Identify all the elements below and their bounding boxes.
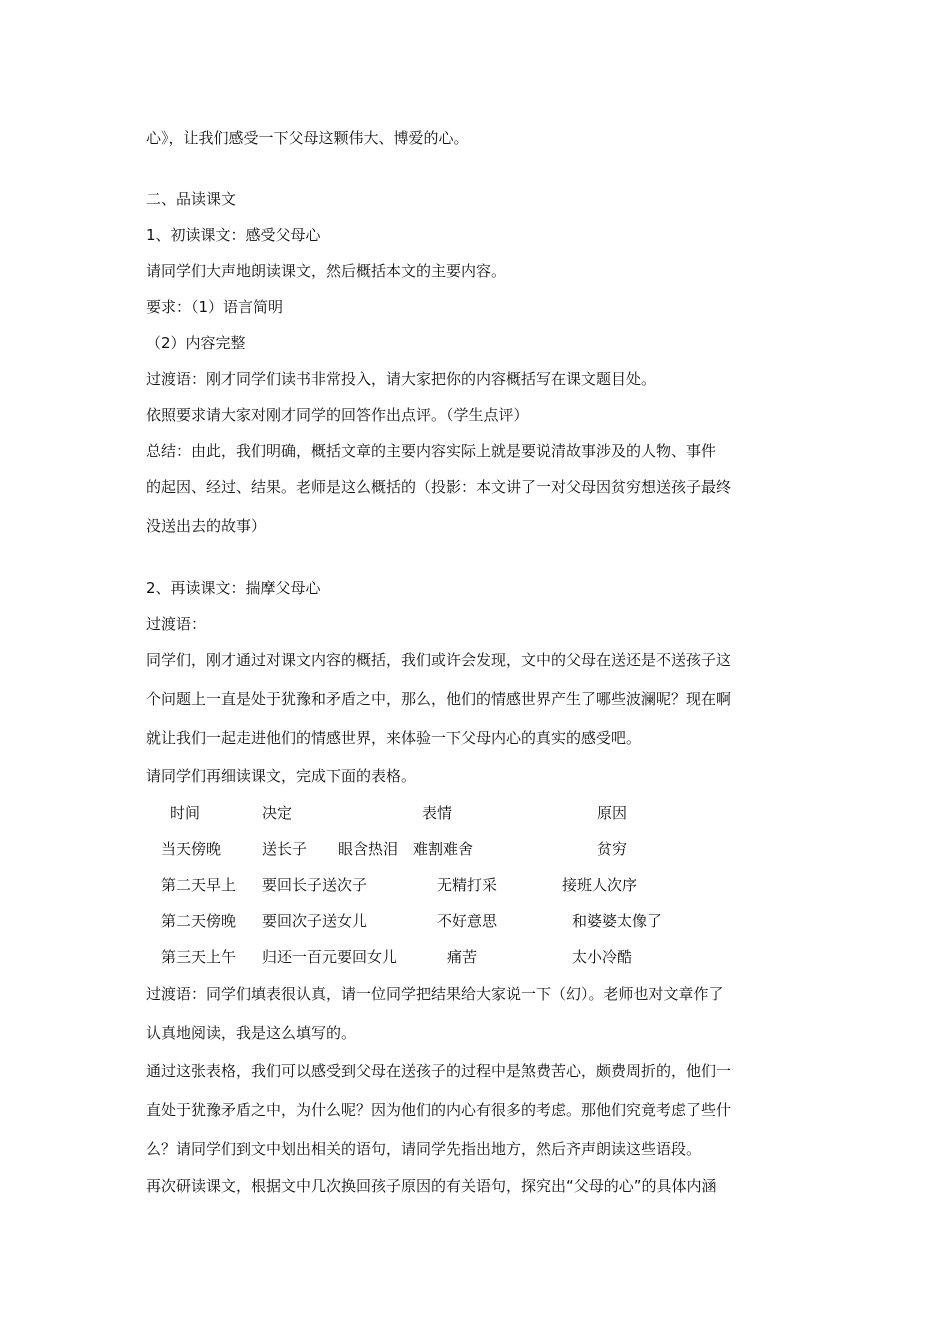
table-header-cell: 表情 (422, 804, 453, 822)
table-cell: 要回次子送女儿 (262, 912, 368, 930)
paragraph-line: 么？请同学们到文中划出相关的语句，请同学先指出地方，然后齐声朗读这些语段。 (146, 1140, 702, 1158)
table-cell: 太小冷酷 (572, 948, 633, 966)
paragraph-line: 再次研读课文，根据文中几次换回孩子原因的有关语句，探究出“父母的心”的具体内涵 (146, 1177, 717, 1195)
table-cell: 眼含热泪 (338, 840, 399, 858)
table-cell: 痛苦 (447, 948, 478, 966)
paragraph-line: 过渡语： (146, 615, 207, 633)
table-cell: 无精打采 (437, 876, 498, 894)
paragraph-line: 同学们，刚才通过对课文内容的概括，我们或许会发现，文中的父母在送还是不送孩子这 (146, 651, 732, 669)
subsection-heading: 1、初读课文：感受父母心 (146, 226, 321, 244)
subsection-heading: 2、再读课文：揣摩父母心 (146, 579, 321, 597)
paragraph-line: 认真地阅读，我是这么填写的。 (146, 1024, 357, 1042)
table-cell: 贫穷 (597, 840, 628, 858)
paragraph-line: 个问题上一直是处于犹豫和矛盾之中，那么，他们的情感世界产生了哪些波澜呢？现在啊 (146, 690, 732, 708)
paragraph-line: 总结：由此，我们明确，概括文章的主要内容实际上就是要说清故事涉及的人物、事件 (146, 442, 717, 460)
table-cell: 当天傍晚 (161, 840, 222, 858)
paragraph-line: 直处于犹豫矛盾之中，为什么呢？因为他们的内心有很多的考虑。那他们究竟考虑了些什 (146, 1101, 732, 1119)
paragraph-line: 就让我们一起走进他们的情感世界，来体验一下父母内心的真实的感受吧。 (146, 729, 642, 747)
table-header-cell: 时间 (170, 804, 201, 822)
table-cell: 和婆婆太像了 (572, 912, 663, 930)
section-heading: 二、品读课文 (146, 190, 237, 208)
paragraph-line: 过渡语：同学们填表很认真，请一位同学把结果给大家说一下（幻）。老师也对文章作了 (146, 985, 724, 1003)
table-cell: 第二天早上 (161, 876, 237, 894)
table-cell: 接班人次序 (562, 876, 638, 894)
table-cell: 难割难舍 (413, 840, 474, 858)
table-cell: 第二天傍晚 (161, 912, 237, 930)
table-header-cell: 原因 (597, 804, 628, 822)
paragraph-line: 通过这张表格，我们可以感受到父母在送孩子的过程中是煞费苦心，颇费周折的，他们一 (146, 1062, 732, 1080)
table-cell: 不好意思 (437, 912, 498, 930)
paragraph-line: 请同学们大声地朗读课文，然后概括本文的主要内容。 (146, 262, 507, 280)
paragraph-line: 请同学们再细读课文，完成下面的表格。 (146, 767, 417, 785)
table-header-cell: 决定 (262, 804, 293, 822)
paragraph-line: 依照要求请大家对刚才同学的回答作出点评。（学生点评） (146, 406, 529, 424)
paragraph-line: （2）内容完整 (146, 334, 246, 352)
paragraph-line: 过渡语：刚才同学们读书非常投入，请大家把你的内容概括写在课文题目处。 (146, 370, 657, 388)
paragraph-line: 心》，让我们感受一下父母这颗伟大、博爱的心。 (146, 129, 469, 147)
table-cell: 送长子 (262, 840, 308, 858)
table-cell: 要回长子送次子 (262, 876, 368, 894)
paragraph-line: 的起因、经过、结果。老师是这么概括的（投影：本文讲了一对父母因贫穷想送孩子最终 (146, 478, 732, 496)
table-cell: 第三天上午 (161, 948, 237, 966)
paragraph-line: 没送出去的故事） (146, 517, 267, 535)
table-cell: 归还一百元要回女儿 (262, 948, 398, 966)
paragraph-line: 要求：（1）语言简明 (146, 298, 284, 316)
